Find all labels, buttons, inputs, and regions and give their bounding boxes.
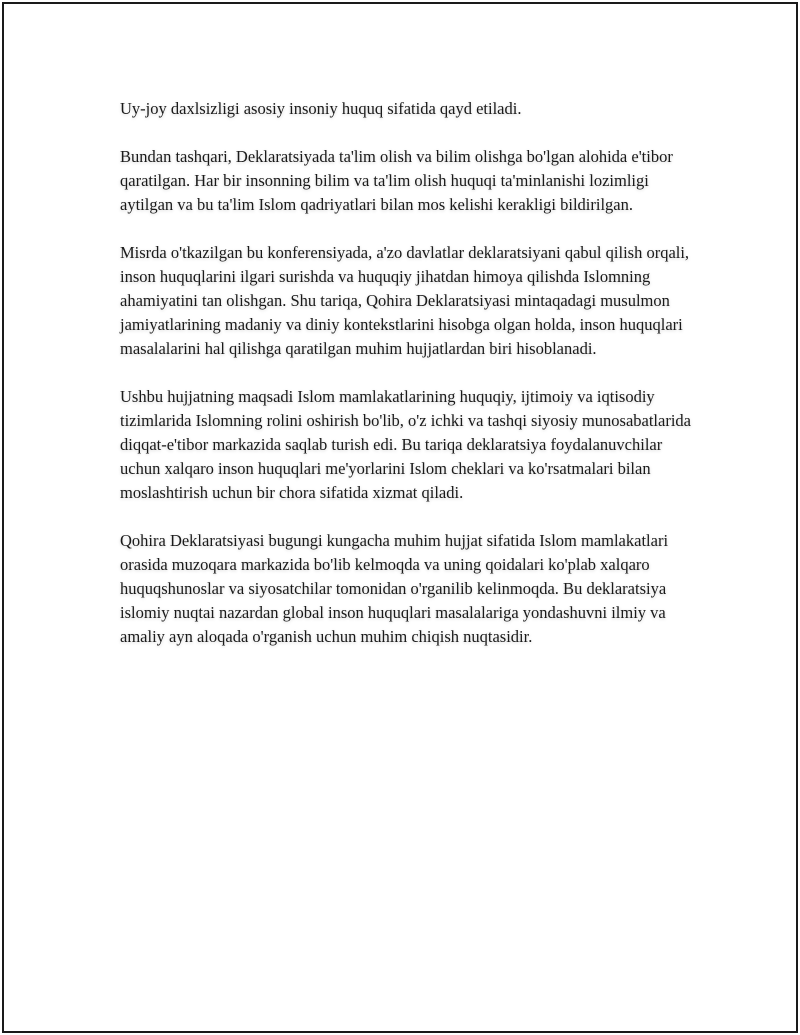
paragraph: Misrda o'tkazilgan bu konferensiyada, a'zo davlatlar deklaratsiyani qabul qilish orqali, inson huquqlarini ilgari surishda va huquqiy jihatdan himoya qilishda Islomning ahamiyatini tan olishgan. Shu tariqa, Qohira Deklaratsiyasi mintaqadagi musulmon jamiyatlarining madaniy va diniy kontekstlarini hisobga olgan holda, inson huquqlari masalalarini hal qilishga qaratilgan muhim hujjatlardan biri hisoblanadi. [120,243,690,358]
paragraph: Uy-joy daxlsizligi asosiy insoniy huquq sifatida qayd etiladi. [120,99,522,118]
paragraph: Bundan tashqari, Deklaratsiyada ta'lim olish va bilim olishga bo'lgan alohida e'tibor qaratilgan. Har bir insonning bilim va ta'lim olish huquqi ta'minlanishi lozimligi aytilgan va bu ta'lim Islom qadriyatlari bilan mos kelishi kerakligi bildirilgan. [120,147,673,214]
page-frame [2,2,798,1033]
paragraph: Ushbu hujjatning maqsadi Islom mamlakatlarining huquqiy, ijtimoiy va iqtisodiy tizimlarida Islomning rolini oshirish bo'lib, o'z ichki va tashqi siyosiy munosabatlarida diqqat-e'tibor markazida saqlab turish edi. Bu tariqa deklaratsiya foydalanuvchilar uchun xalqaro inson huquqlari me'yorlarini Islom cheklari va ko'rsatmalari bilan moslashtirish uchun bir chora sifatida xizmat qiladi. [120,387,691,502]
paragraph: Qohira Deklaratsiyasi bugungi kungacha muhim hujjat sifatida Islom mamlakatlari orasida muzoqara markazida bo'lib kelmoqda va uning qoidalari ko'plab xalqaro huquqshunoslar va siyosatchilar tomonidan o'rganilib kelinmoqda. Bu deklaratsiya islomiy nuqtai nazardan global inson huquqlari masalalariga yondashuvni ilmiy va amaliy ayn aloqada o'rganish uchun muhim chiqish nuqtasidir. [120,531,669,646]
document-body [120,97,700,673]
